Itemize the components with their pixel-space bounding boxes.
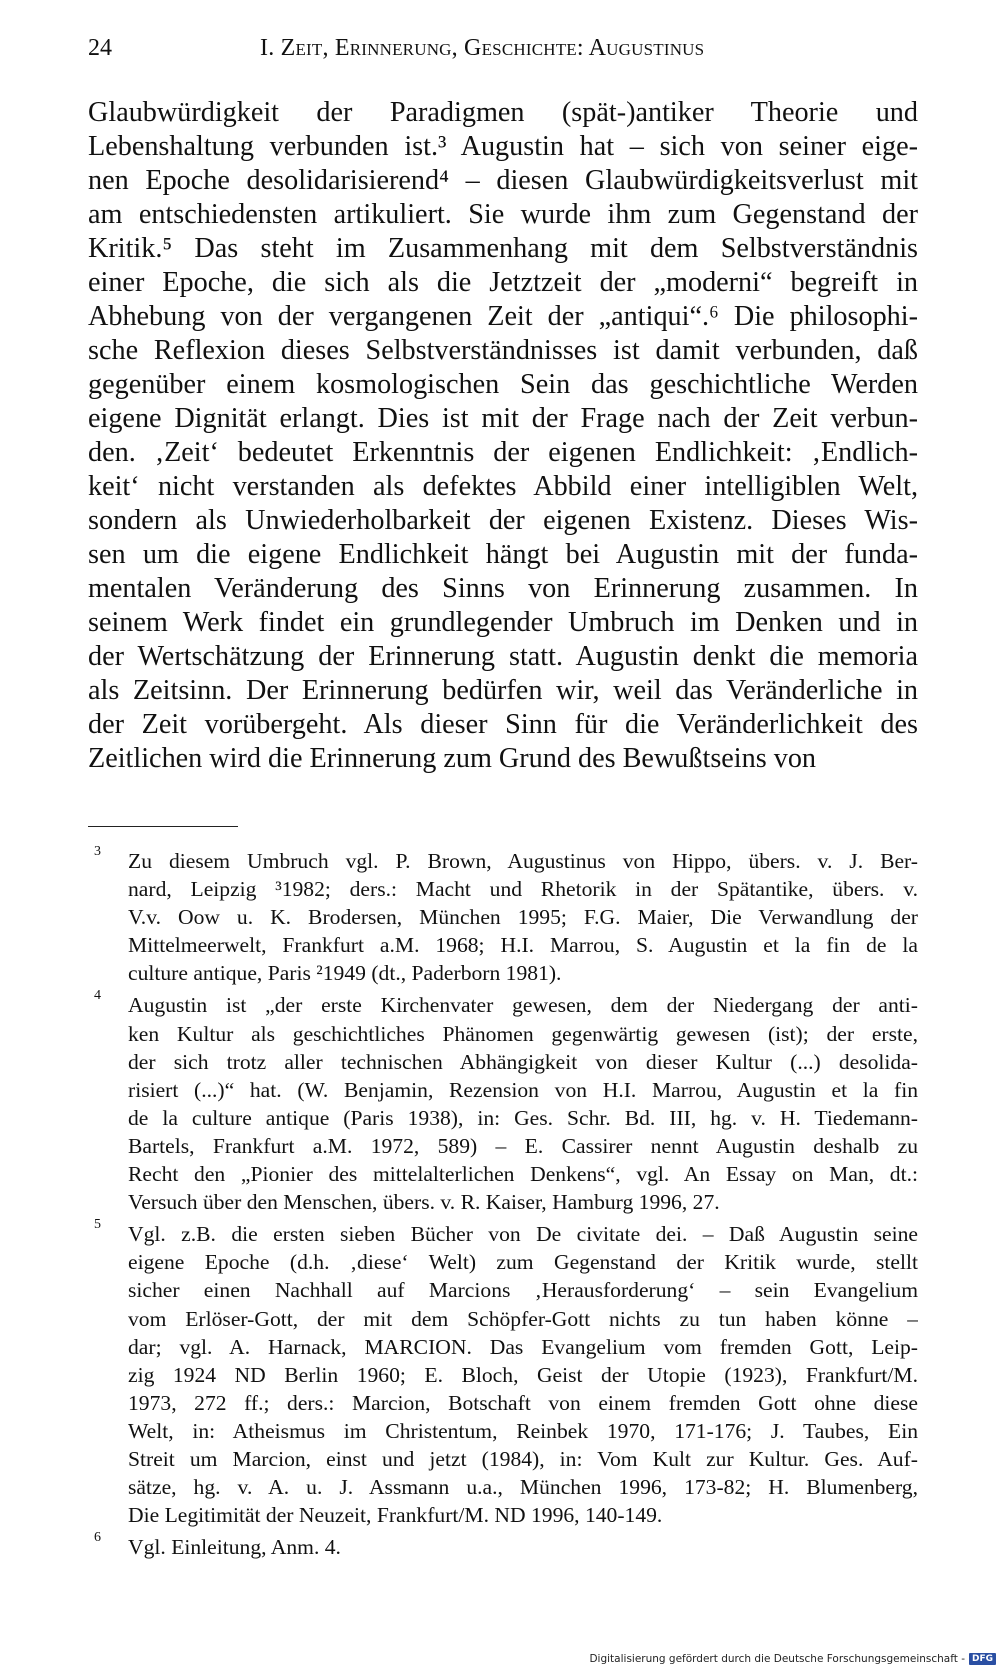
body-line: Kritik.⁵ Das steht im Zusammenhang mit dem Selbstverständnis — [88, 233, 918, 264]
body-line: sen um die eigene Endlichkeit hängt bei Augustin mit der funda- — [88, 539, 918, 570]
footnote-line: 1973, 272 ff.; ders.: Marcion, Botschaft von einem fremden Gott ohne diese — [128, 1390, 918, 1415]
body-line: seinem Werk findet ein grundlegender Umbruch im Denken und in — [88, 607, 918, 638]
footnote-line: ken Kultur als geschichtliches Phänomen gegenwärtig gewesen (ist); der erste, — [128, 1021, 918, 1046]
footnote-number: 3 — [94, 844, 101, 859]
dfg-logo: DFG — [969, 1653, 996, 1665]
body-line: eigene Dignität erlangt. Dies ist mit der Frage nach der Zeit verbun- — [88, 403, 918, 434]
footnote-line: Die Legitimität der Neuzeit, Frankfurt/M. ND 1996, 140-149. — [128, 1503, 663, 1528]
footnote-line: Vgl. z.B. die ersten sieben Bücher von De civitate dei. – Daß Augustin seine — [128, 1222, 918, 1247]
body-line: der Wertschätzung der Erinnerung statt. Augustin denkt die memoria — [88, 641, 918, 672]
footnote-line: Welt, in: Atheismus im Christentum, Reinbek 1970, 171-176; J. Taubes, Ein — [128, 1418, 918, 1443]
body-line: gegenüber einem kosmologischen Sein das geschichtliche Werden — [88, 369, 918, 400]
body-line: mentalen Veränderung des Sinns von Erinnerung zusammen. In — [88, 573, 918, 604]
body-line: Zeitlichen wird die Erinnerung zum Grund des Bewußtseins von — [88, 743, 817, 774]
footnote-line: Recht den „Pionier des mittelalterlichen Denkens“, vgl. An Essay on Man, dt.: — [128, 1162, 918, 1187]
credit-text: Digitalisierung gefördert durch die Deutsche Forschungsgemeinschaft - — [589, 1653, 965, 1665]
footnote — [88, 844, 918, 987]
footnote-line: sätze, hg. v. A. u. J. Assmann u.a., München 1996, 173-82; H. Blumenberg, — [128, 1475, 918, 1500]
body-text — [88, 96, 918, 776]
footnote-line: Zu diesem Umbruch vgl. P. Brown, Augustinus von Hippo, übers. v. J. Ber- — [128, 849, 918, 873]
footnote-line: culture antique, Paris ²1949 (dt., Paderborn 1981). — [128, 961, 562, 986]
body-line: Glaubwürdigkeit der Paradigmen (spät-)antiker Theorie und — [88, 97, 918, 128]
footnote-line: sicher einen Nachhall auf Marcions ‚Herausforderung‘ – sein Evangelium — [128, 1278, 918, 1303]
footnote-line: Mittelmeerwelt, Frankfurt a.M. 1968; H.I. Marrou, S. Augustin et la fin de la — [128, 933, 918, 958]
body-line: nen Epoche desolidarisierend⁴ – diesen Glaubwürdigkeitsverlust mit — [88, 165, 918, 196]
running-head — [88, 28, 916, 68]
footnote-line: Versuch über den Menschen, übers. v. R. Kaiser, Hamburg 1996, 27. — [128, 1190, 720, 1215]
body-line: einer Epoche, die sich als die Jetztzeit der „moderni“ begreift in — [88, 267, 918, 298]
footnote-line: Bartels, Frankfurt a.M. 1972, 589) – E. Cassirer nennt Augustin deshalb zu — [128, 1133, 918, 1158]
body-line: der Zeit vorübergeht. Als dieser Sinn für die Veränderlichkeit des — [88, 709, 918, 740]
footnote-number: 6 — [94, 1530, 101, 1546]
footnote-line: Augustin ist „der erste Kirchenvater gewesen, dem der Niedergang der anti- — [128, 993, 918, 1018]
footnote-line: risiert (...)“ hat. (W. Benjamin, Rezension von H.I. Marrou, Augustin et la fin — [128, 1077, 918, 1102]
footnote — [88, 1530, 918, 1561]
body-line: am entschiedensten artikuliert. Sie wurde ihm zum Gegenstand der — [88, 199, 918, 230]
body-line: als Zeitsinn. Der Erinnerung bedürfen wir, weil das Veränderliche in — [88, 675, 918, 706]
body-line: keit‘ nicht verstanden als defektes Abbild einer intelligiblen Welt, — [88, 471, 918, 502]
body-line: sche Reflexion dieses Selbstverständnisses ist damit verbunden, daß — [88, 335, 918, 366]
footnote-line: Vgl. Einleitung, Anm. 4. — [128, 1535, 341, 1560]
digitization-credit — [589, 1650, 996, 1668]
footnote-line: de la culture antique (Paris 1938), in: Ges. Schr. Bd. III, hg. v. H. Tiedemann- — [128, 1105, 918, 1130]
footnote-line: V.v. Oow u. K. Brodersen, München 1995; F.G. Maier, Die Verwandlung der — [128, 905, 918, 930]
body-line: sondern als Unwiederholbarkeit der eigenen Existenz. Dieses Wis- — [88, 505, 918, 536]
footnote-line: zig 1924 ND Berlin 1960; E. Bloch, Geist der Utopie (1923), Frankfurt/M. — [128, 1362, 918, 1387]
footnote-line: Streit um Marcion, einst und jetzt (1984), in: Vom Kult zur Kultur. Ges. Auf- — [128, 1446, 918, 1471]
footnote-line: eigene Epoche (d.h. ‚diese‘ Welt) zum Gegenstand der Kritik wurde, stellt — [128, 1250, 918, 1275]
footnote-number: 5 — [94, 1217, 101, 1233]
footnote-number: 4 — [94, 988, 101, 1004]
footnote-line: der sich trotz aller technischen Abhängigkeit von dieser Kultur (...) desolida- — [128, 1049, 918, 1074]
page-number: 24 — [88, 35, 112, 61]
footnote-line: nard, Leipzig ³1982; ders.: Macht und Rhetorik in der Spätantike, übers. v. — [128, 877, 918, 902]
footnote-line: dar; vgl. A. Harnack, MARCION. Das Evangelium vom fremden Gott, Leip- — [128, 1334, 918, 1359]
body-line: den. ‚Zeit‘ bedeutet Erkenntnis der eigenen Endlichkeit: ‚Endlich- — [88, 437, 918, 468]
chapter-title: I. Zeit, Erinnerung, Geschichte: Augustinus — [260, 35, 705, 61]
body-line: Lebenshaltung verbunden ist.³ Augustin hat – sich von seiner eige- — [88, 131, 918, 162]
footnote — [88, 988, 918, 1216]
footnote-line: vom Erlöser-Gott, der mit dem Schöpfer-Gott nichts zu tun haben könne – — [128, 1306, 918, 1331]
footnotes — [88, 844, 918, 1565]
body-line: Abhebung von der vergangenen Zeit der „antiqui“.⁶ Die philosophi- — [88, 301, 918, 332]
footnote-divider — [88, 826, 238, 827]
footnote — [88, 1217, 918, 1529]
